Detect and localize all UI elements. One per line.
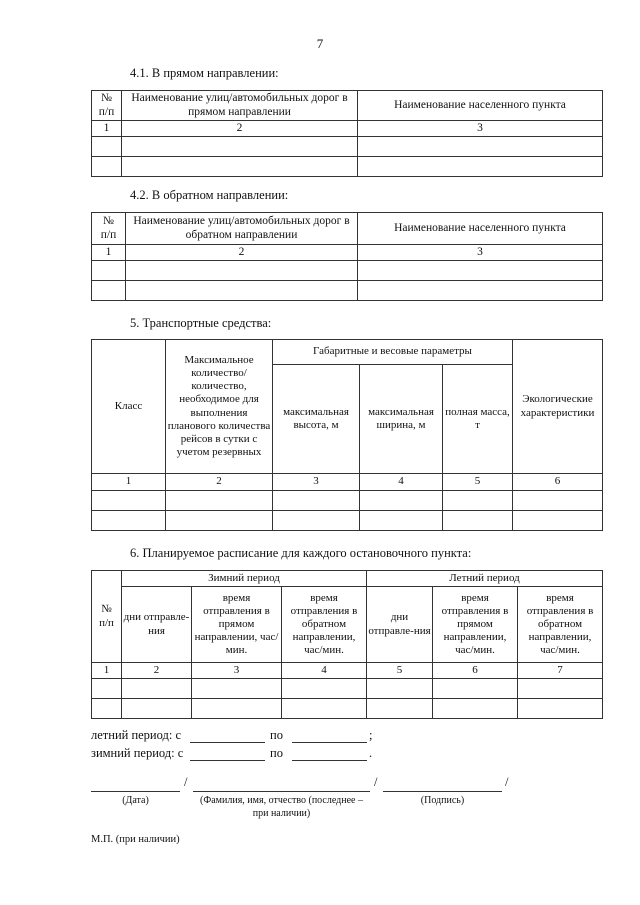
col-num-5: 5: [367, 663, 433, 679]
col-number-header: № п/п: [92, 213, 126, 245]
summer-period-label: летний период: с: [91, 728, 182, 742]
col-num-6: 6: [513, 474, 603, 491]
period: .: [369, 746, 373, 760]
max-height-header: максимальная высота, м: [273, 365, 360, 474]
col-settlement-header: Наименование населенного пункта: [358, 91, 603, 121]
semicolon: ;: [369, 728, 373, 742]
col-num-1: 1: [92, 245, 126, 261]
stamp-note: М.П. (при наличии): [91, 834, 180, 845]
summer-to-label: по: [270, 728, 283, 742]
full-name-caption: (Фамилия, имя, отчество (последнее – при наличии): [200, 795, 363, 819]
winter-time-back-header: время отправления в обратном направлении, час/мин.: [282, 587, 367, 663]
col-num-3: 3: [358, 121, 603, 137]
col-num-5: 5: [443, 474, 513, 491]
winter-time-forward-header: время отправления в прямом направлении, час/мин.: [192, 587, 282, 663]
col-streets-header: Наименование улиц/автомобильных дорог в прямом направлении: [122, 91, 358, 121]
table-row: [92, 281, 603, 301]
dimensions-group-header: Габаритные и весовые параметры: [273, 340, 513, 365]
col-num-2: 2: [122, 663, 192, 679]
col-num-2: 2: [166, 474, 273, 491]
max-count-header: Максимальное количество/ количество, необходимое для выполнения планового количества рейсов в сутки с учетом резервных: [166, 340, 273, 474]
winter-period-header: Зимний период: [122, 571, 367, 587]
date-field[interactable]: [91, 791, 180, 792]
col-num-3: 3: [273, 474, 360, 491]
winter-period-label: зимний период: с: [91, 746, 184, 760]
winter-days-header: дни отправле-ния: [122, 587, 192, 663]
col-num-4: 4: [360, 474, 443, 491]
table-row: [92, 261, 603, 281]
col-num-2: 2: [122, 121, 358, 137]
table-row: [92, 699, 603, 719]
col-num-1: 1: [92, 121, 122, 137]
winter-to-field[interactable]: [292, 760, 367, 761]
backward-route-table: [91, 212, 603, 301]
summer-to-field[interactable]: [292, 742, 367, 743]
signature-field[interactable]: [383, 791, 502, 792]
col-num-3: 3: [192, 663, 282, 679]
forward-route-table: [91, 90, 603, 177]
col-streets-header: Наименование улиц/автомобильных дорог в обратном направлении: [126, 213, 358, 245]
col-number-header: № п/п: [92, 91, 122, 121]
table-row: [92, 137, 603, 157]
table-row: [92, 491, 603, 511]
section-5-heading: 5. Транспортные средства:: [130, 316, 272, 330]
section-4-1-heading: 4.1. В прямом направлении:: [130, 66, 279, 80]
page-number: 7: [316, 36, 324, 51]
summer-time-back-header: время отправления в обратном направлении, час/мин.: [518, 587, 603, 663]
summer-from-field[interactable]: [190, 742, 265, 743]
schedule-table: [91, 570, 603, 719]
slash: /: [505, 775, 509, 789]
signature-caption: (Подпись): [420, 795, 465, 806]
table-row: [92, 157, 603, 177]
slash: /: [184, 775, 188, 789]
full-name-field[interactable]: [193, 791, 370, 792]
col-num-2: 2: [126, 245, 358, 261]
summer-period-header: Летний период: [367, 571, 603, 587]
col-num-3: 3: [358, 245, 603, 261]
slash: /: [374, 775, 378, 789]
max-width-header: максимальная ширина, м: [360, 365, 443, 474]
section-4-2-heading: 4.2. В обратном направлении:: [130, 188, 289, 202]
summer-days-header: дни отправле-ния: [367, 587, 433, 663]
full-mass-header: полная масса, т: [443, 365, 513, 474]
col-num-7: 7: [518, 663, 603, 679]
table-row: [92, 679, 603, 699]
col-num-6: 6: [433, 663, 518, 679]
num-header: № п/п: [92, 571, 122, 663]
summer-time-forward-header: время отправления в прямом направлении, час/мин.: [433, 587, 518, 663]
winter-from-field[interactable]: [190, 760, 265, 761]
class-header: Класс: [92, 340, 166, 474]
ecology-header: Экологические характеристики: [513, 340, 603, 474]
col-num-1: 1: [92, 663, 122, 679]
col-num-1: 1: [92, 474, 166, 491]
table-row: [92, 511, 603, 531]
winter-to-label: по: [270, 746, 283, 760]
col-num-4: 4: [282, 663, 367, 679]
col-settlement-header: Наименование населенного пункта: [358, 213, 603, 245]
vehicles-table: [91, 339, 603, 531]
section-6-heading: 6. Планируемое расписание для каждого остановочного пункта:: [130, 546, 472, 560]
date-caption: (Дата): [122, 795, 149, 806]
